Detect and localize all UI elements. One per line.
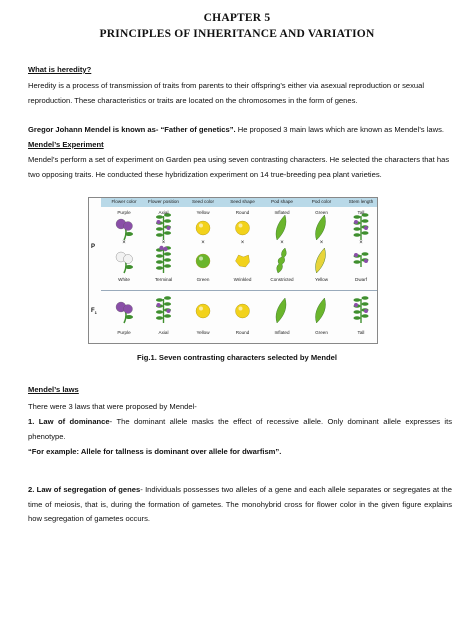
- mendel-intro-rest: He proposed 3 main laws which are known as Mendel’s laws.: [235, 125, 444, 134]
- p-dominant-label-2: Yellow: [196, 210, 210, 215]
- f1-position-plant-leaf-l1: [156, 310, 163, 314]
- p-recessive-stem-plant-flower-a: [364, 259, 368, 263]
- p-dominant-stem-plant-leaf-l3: [354, 215, 361, 219]
- p-recessive-seed-color-shine: [199, 257, 203, 261]
- p-recessive-flower-leaf: [125, 265, 133, 269]
- p-dominant-stem-plant-leaf-r0: [362, 231, 369, 235]
- p-dominant-stem-plant-leaf-r2: [362, 219, 369, 223]
- mendel-intro: [28, 123, 452, 138]
- figure-header-5: Pod color: [311, 199, 332, 204]
- p-dominant-position-plant-leaf-l1: [156, 227, 163, 231]
- p-recessive-pod-color: [316, 248, 326, 273]
- f1-seed-color: [196, 304, 210, 318]
- cross-symbol-3: ×: [240, 240, 245, 246]
- p-dominant-stem-plant-leaf-l0: [354, 233, 361, 237]
- f1-label-6: Tall: [357, 330, 365, 335]
- f1-stem-plant-leaf-l1: [354, 310, 361, 314]
- figure-caption: Fig.1. Seven contrasting characters selected by Mendel: [136, 353, 338, 362]
- p-dominant-flower-petal-b: [124, 222, 133, 231]
- p-dominant-pod-shape: [276, 215, 286, 240]
- f1-stem-plant-leaf-r3: [362, 296, 369, 300]
- p-dominant-label-4: Inflated: [274, 210, 290, 215]
- p-recessive-position-plant-flower-b: [163, 247, 167, 251]
- row-label-p: P: [91, 244, 96, 250]
- cross-symbol-0: ×: [122, 240, 126, 246]
- figure-header-4: Pod shape: [271, 199, 293, 204]
- p-recessive-position-plant-leaf-l0: [156, 266, 163, 270]
- p-dominant-position-plant-leaf-l3: [156, 215, 163, 219]
- cross-symbol-4: ×: [280, 240, 284, 246]
- p-recessive-label-4: Constricted: [270, 277, 294, 282]
- p-dominant-label-3: Round: [235, 210, 250, 215]
- f1-flower-petal-b: [124, 305, 133, 314]
- p-recessive-seed-shape: [236, 255, 250, 267]
- experiment-heading: Mendel’s Experiment: [28, 140, 104, 149]
- figure-header-3: Seed shape: [230, 199, 255, 204]
- p-dominant-position-plant-leaf-l0: [156, 233, 163, 237]
- cross-symbol-6: ×: [359, 240, 363, 246]
- f1-position-plant-flower-b: [157, 303, 161, 307]
- figure-header-1: Flower position: [148, 199, 179, 204]
- p-recessive-stem-plant-leaf-r1: [362, 252, 369, 256]
- p-recessive-stem-plant-flower-b: [354, 253, 358, 257]
- f1-stem-plant-leaf-r0: [362, 314, 369, 318]
- f1-pod-shape: [276, 298, 286, 323]
- heredity-paragraph: Heredity is a process of transmission of traits from parents to their offspring’s either via asexual reproduction or sexual reproduction. These characteristics or traits are located on the chromosomes in the form of genes.: [28, 81, 425, 105]
- f1-label-3: Round: [235, 330, 250, 335]
- p-dominant-seed-color-shine: [199, 224, 203, 228]
- f1-label-4: Inflated: [274, 330, 290, 335]
- law1-text: - The dominant allele masks the effect of recessive allele. Only dominant allele expresses its phenotype.: [28, 417, 453, 441]
- f1-position-plant-leaf-l3: [156, 298, 163, 302]
- p-recessive-position-plant-leaf-r2: [164, 252, 171, 256]
- p-dominant-stem-plant-flower-a: [364, 226, 368, 230]
- f1-label-0: Purple: [117, 330, 131, 335]
- p-dominant-label-5: Green: [315, 210, 328, 215]
- p-recessive-label-6: Dwarf: [355, 277, 367, 282]
- f1-position-plant-leaf-r0: [164, 314, 171, 318]
- mendel-characters-figure: [88, 197, 378, 344]
- p-recessive-position-plant-leaf-l2: [156, 254, 163, 258]
- figure-header-0: Flower color: [111, 199, 137, 204]
- mendel-intro-bold: Gregor Johann Mendel is known as- “Father of genetics”.: [28, 125, 236, 134]
- f1-position-plant-leaf-r3: [164, 296, 171, 300]
- cross-symbol-5: ×: [319, 240, 324, 246]
- p-dominant-seed-shape-shine: [239, 224, 243, 228]
- f1-flower-leaf: [125, 315, 133, 319]
- p-dominant-position-plant-leaf-r2: [164, 219, 171, 223]
- figure-header-6: Stem length: [348, 199, 374, 204]
- p-recessive-position-plant-leaf-r1: [164, 258, 171, 262]
- p-dominant-position-plant-leaf-r0: [164, 231, 171, 235]
- p-dominant-stem-plant-flower-b: [354, 220, 358, 224]
- law1-title: 1. Law of dominance: [28, 417, 110, 426]
- p-recessive-pod-shape: [277, 248, 287, 273]
- p-dominant-label-6: Tall: [357, 210, 365, 215]
- p-dominant-seed-shape: [236, 221, 250, 235]
- f1-position-plant-leaf-l0: [156, 316, 163, 320]
- p-dominant-pod-color: [316, 215, 326, 240]
- f1-stem-plant-leaf-r2: [362, 302, 369, 306]
- figure-illustrations: [89, 198, 377, 343]
- f1-seed-color-shine: [199, 307, 203, 311]
- p-dominant-position-plant-flower-b: [157, 220, 161, 224]
- f1-stem-plant-flower-a: [364, 309, 368, 313]
- p-recessive-label-3: Wrinkled: [233, 277, 252, 282]
- law2-title: 2. Law of segregation of genes: [28, 485, 141, 494]
- f1-label-2: Yellow: [196, 330, 210, 335]
- row-label-f1-sub: 1: [94, 310, 97, 316]
- law1-paragraph: [28, 415, 452, 444]
- p-dominant-flower-leaf: [125, 232, 133, 236]
- chapter-number: CHAPTER 5: [203, 12, 271, 24]
- law2-paragraph: [28, 483, 452, 527]
- heredity-heading: What is heredity?: [28, 65, 92, 74]
- p-dominant-position-plant-flower-a: [167, 226, 171, 230]
- cross-symbol-1: ×: [161, 240, 166, 246]
- experiment-paragraph: Mendel’s perform a set of experiment on Garden pea using seven contrasting characters. He selected the characters that has two opposing traits. He conducted these hybridization experiment on 14 true-breeding pea plant varieties.: [28, 155, 450, 179]
- f1-pod-color: [316, 298, 326, 323]
- p-recessive-position-plant-leaf-l1: [156, 260, 163, 264]
- p-dominant-stem-plant-leaf-l1: [354, 227, 361, 231]
- figure-header-2: Seed color: [192, 199, 214, 204]
- cross-symbol-2: ×: [201, 240, 205, 246]
- p-dominant-label-1: Axial: [158, 210, 169, 215]
- laws-heading: Mendel’s laws: [28, 385, 79, 394]
- f1-stem-plant-leaf-l3: [354, 298, 361, 302]
- p-recessive-position-plant-flower-a: [159, 246, 163, 250]
- p-dominant-seed-color: [196, 221, 210, 235]
- p-recessive-stem-plant-leaf-l0: [354, 260, 361, 264]
- laws-intro: There were 3 laws that were proposed by Mendel-: [28, 402, 197, 411]
- row-label-f1-main: F: [91, 308, 95, 314]
- p-recessive-label-5: Yellow: [314, 277, 329, 282]
- f1-seed-shape: [236, 304, 250, 318]
- f1-position-plant-flower-a: [167, 309, 171, 313]
- p-recessive-label-0: White: [118, 277, 130, 282]
- chapter-title: PRINCIPLES OF INHERITANCE AND VARIATION: [99, 28, 375, 40]
- f1-stem-plant-flower-b: [354, 303, 358, 307]
- p-dominant-label-0: Purple: [117, 210, 131, 215]
- f1-stem-plant-leaf-l0: [354, 316, 361, 320]
- f1-label-5: Green: [315, 330, 328, 335]
- law1-example: “For example: Allele for tallness is dominant over allele for dwarfism”.: [28, 447, 282, 456]
- p-recessive-label-1: Terminal: [154, 277, 173, 282]
- p-recessive-seed-color: [196, 254, 210, 268]
- f1-label-1: Axial: [158, 330, 169, 335]
- p-recessive-position-plant-leaf-r0: [164, 264, 171, 268]
- p-recessive-label-2: Green: [196, 277, 210, 282]
- p-recessive-flower-petal-b: [124, 255, 133, 264]
- f1-position-plant-leaf-r2: [164, 302, 171, 306]
- law2-text: - Individuals possesses two alleles of a gene and each allele separates or segregates at the time of meiosis, that is, during the formation of gametes. The monohybrid cross for flower color in the given figure explains how segregation of gametes occurs.: [28, 485, 452, 523]
- f1-seed-shape-shine: [239, 307, 243, 311]
